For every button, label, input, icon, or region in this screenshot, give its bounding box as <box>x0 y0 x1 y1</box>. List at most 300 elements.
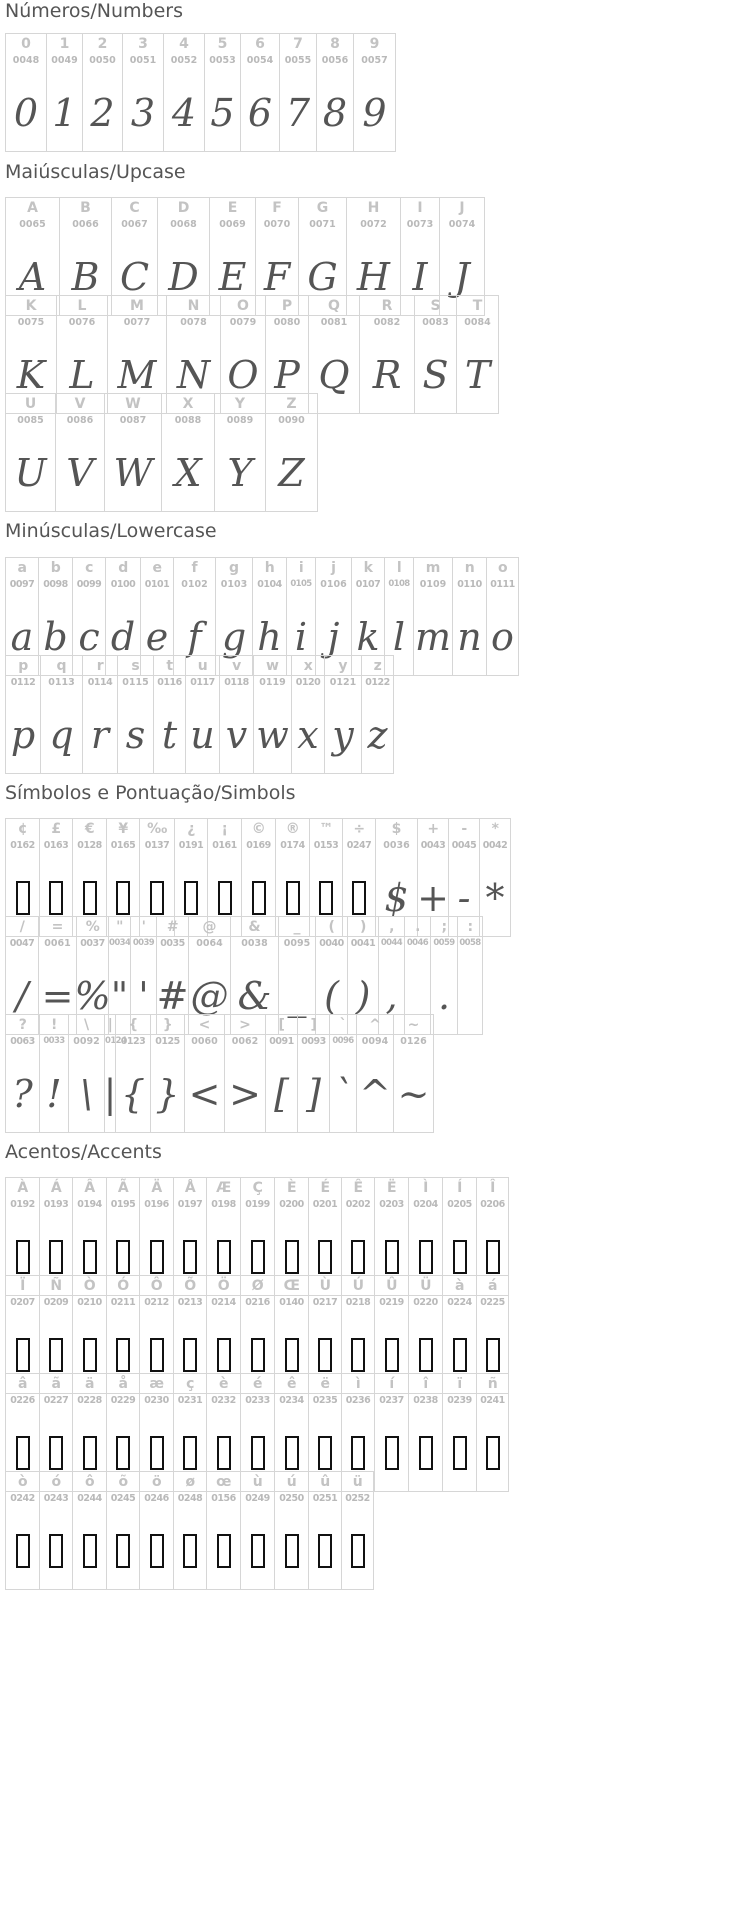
character-code: 0096 <box>332 1036 354 1046</box>
character-label: X <box>182 396 194 412</box>
missing-glyph-icon <box>252 881 266 915</box>
character-label: J <box>459 200 465 216</box>
character-code: 0191 <box>178 840 204 851</box>
character-code: 0229 <box>110 1395 136 1406</box>
missing-glyph-box-icon <box>409 1414 442 1491</box>
glyph-sample: ) <box>355 973 371 1018</box>
glyph-cell-0109 <box>413 557 452 676</box>
character-label: T <box>472 298 483 314</box>
glyph-sample: y <box>332 712 354 757</box>
character-label: ™ <box>319 821 333 837</box>
character-code: 0194 <box>77 1199 102 1210</box>
glyph-sample: k <box>356 614 380 659</box>
character-label: , <box>389 919 394 935</box>
character-label: ( <box>328 919 335 935</box>
missing-glyph-icon <box>49 1240 63 1274</box>
glyph-sample: # <box>156 973 189 1018</box>
character-code: 0108 <box>388 579 410 589</box>
character-label: Í <box>457 1180 462 1196</box>
missing-glyph-icon <box>453 1240 467 1274</box>
character-label: ? <box>18 1017 27 1033</box>
character-code: 0073 <box>406 219 434 230</box>
character-label: ¥ <box>118 821 128 837</box>
character-label: ÷ <box>353 821 365 837</box>
character-code: 0210 <box>77 1297 102 1308</box>
glyph-row <box>5 1014 434 1133</box>
character-code: 0230 <box>144 1395 169 1406</box>
character-code: 0231 <box>177 1395 203 1406</box>
character-code: 0211 <box>110 1297 136 1308</box>
glyph-row <box>5 655 394 774</box>
glyph-sample: w <box>256 712 289 757</box>
missing-glyph-icon <box>16 1338 30 1372</box>
character-code: 0242 <box>10 1493 35 1504</box>
character-code: 0075 <box>17 317 45 328</box>
glyph-sample: - <box>457 875 471 920</box>
character-label: H <box>367 200 380 216</box>
character-label: É <box>320 1180 330 1196</box>
character-code: 0246 <box>144 1493 169 1504</box>
character-code: 0217 <box>312 1297 338 1308</box>
character-label: è <box>219 1376 228 1392</box>
character-label: È <box>286 1180 297 1196</box>
character-code: 0239 <box>447 1395 472 1406</box>
glyph-cell-0126 <box>393 1014 434 1133</box>
missing-glyph-icon <box>351 1534 365 1568</box>
character-code: 0105 <box>290 579 312 589</box>
character-label: @ <box>202 919 217 935</box>
glyph-sample: } <box>155 1071 180 1116</box>
character-code: 0126 <box>400 1036 427 1047</box>
character-label: ^ <box>369 1017 381 1033</box>
character-code: 0193 <box>43 1199 69 1210</box>
glyph-cell-0125 <box>150 1014 184 1133</box>
glyph-cell-0063 <box>5 1014 39 1133</box>
missing-glyph-icon <box>49 1534 63 1568</box>
character-label: ô <box>84 1474 95 1490</box>
character-code: 0114 <box>87 677 113 688</box>
missing-glyph-icon <box>183 1534 197 1568</box>
character-label: ê <box>287 1376 296 1392</box>
glyph-sample: z <box>367 712 388 757</box>
character-code: 0153 <box>313 840 339 851</box>
character-code: 0201 <box>312 1199 338 1210</box>
character-code: 0248 <box>177 1493 203 1504</box>
missing-glyph-box-icon <box>207 1512 240 1589</box>
character-label: Ã <box>117 1180 129 1196</box>
glyph-sample: L <box>69 352 95 397</box>
character-code: 0121 <box>329 677 357 688</box>
character-label: N <box>187 298 200 314</box>
glyph-sample: X <box>174 450 202 495</box>
glyph-cell-0090 <box>265 393 318 512</box>
missing-glyph-icon <box>116 1338 130 1372</box>
character-label: d <box>118 560 128 576</box>
glyph-sample: ' <box>138 973 149 1018</box>
character-label: ` <box>339 1017 347 1033</box>
glyph-cell-0083 <box>414 295 456 414</box>
glyph-sample: 6 <box>247 90 273 135</box>
character-label: w <box>266 658 279 674</box>
missing-glyph-box-icon <box>275 1512 308 1589</box>
missing-glyph-box-icon <box>40 1512 72 1589</box>
glyph-cell-0122 <box>361 655 394 774</box>
character-code: 0102 <box>181 579 208 590</box>
glyph-sample: M <box>117 352 157 397</box>
character-label: 3 <box>138 36 148 52</box>
glyph-cell-0246 <box>139 1471 173 1590</box>
missing-glyph-icon <box>150 881 164 915</box>
character-code: 0128 <box>77 840 102 851</box>
glyph-cell-0243 <box>39 1471 72 1590</box>
character-label: Z <box>286 396 297 412</box>
character-label: ç <box>186 1376 194 1392</box>
glyph-sample: 8 <box>322 90 348 135</box>
glyph-cell-0085 <box>5 393 55 512</box>
character-label: ® <box>285 821 300 837</box>
glyph-cell-0245 <box>106 1471 139 1590</box>
character-code: 0232 <box>211 1395 236 1406</box>
character-label: j <box>331 560 336 576</box>
character-code: 0200 <box>279 1199 304 1210</box>
character-label: Ä <box>151 1180 162 1196</box>
character-label: Œ <box>283 1278 300 1294</box>
character-label: * <box>491 821 499 837</box>
character-label: ü <box>352 1474 363 1490</box>
character-label: < <box>198 1017 211 1033</box>
missing-glyph-icon <box>419 1338 433 1372</box>
character-label: ] <box>310 1017 317 1033</box>
glyph-sample: _ <box>287 973 307 1018</box>
character-label: " <box>116 919 123 935</box>
character-code: 0035 <box>160 938 185 949</box>
glyph-cell-0062 <box>224 1014 265 1133</box>
character-label: å <box>118 1376 128 1392</box>
glyph-cell-0094 <box>356 1014 393 1133</box>
glyph-sample: ~ <box>397 1071 430 1116</box>
character-label: I <box>417 200 423 216</box>
character-label: Ç <box>252 1180 263 1196</box>
glyph-sample: f <box>187 614 202 659</box>
character-code: 0122 <box>365 677 390 688</box>
character-code: 0059 <box>433 938 455 948</box>
character-label: R <box>381 298 393 314</box>
missing-glyph-icon <box>486 1240 500 1274</box>
character-code: 0047 <box>9 938 35 949</box>
character-label: l <box>396 560 402 576</box>
character-code: 0049 <box>51 55 78 66</box>
missing-glyph-icon <box>351 1240 365 1274</box>
character-code: 0080 <box>273 317 301 328</box>
character-label: æ <box>149 1376 164 1392</box>
character-code: 0091 <box>269 1036 294 1047</box>
character-code: 0106 <box>320 579 347 590</box>
character-code: 0054 <box>246 55 274 66</box>
glyph-sample: R <box>372 352 402 397</box>
character-code: 0089 <box>226 415 254 426</box>
glyph-sample: < <box>188 1071 221 1116</box>
character-label: £ <box>51 821 61 837</box>
missing-glyph-icon <box>49 1338 63 1372</box>
missing-glyph-icon <box>385 1338 399 1372</box>
character-code: 0238 <box>413 1395 438 1406</box>
character-code: 0068 <box>170 219 197 230</box>
character-label: ~ <box>407 1017 420 1033</box>
glyph-sample: p <box>10 712 36 757</box>
glyph-cell-0123 <box>115 1014 150 1133</box>
character-label: b <box>50 560 61 576</box>
character-label: Ö <box>217 1278 230 1294</box>
character-label: U <box>24 396 37 412</box>
character-code: 0061 <box>44 938 71 949</box>
glyph-cell-0241 <box>476 1373 509 1492</box>
character-label: e <box>152 560 162 576</box>
glyph-sample: / <box>15 973 29 1018</box>
missing-glyph-icon <box>217 1338 231 1372</box>
glyph-cell-0059 <box>430 916 457 1035</box>
missing-glyph-icon <box>116 1436 130 1470</box>
character-label: Ú <box>352 1278 364 1294</box>
character-code: 0083 <box>422 317 449 328</box>
character-code: 0224 <box>447 1297 472 1308</box>
character-label: õ <box>118 1474 128 1490</box>
glyph-sample: S <box>422 352 449 397</box>
character-label: ù <box>252 1474 263 1490</box>
glyph-sample: H <box>356 254 391 299</box>
glyph-sample: N <box>176 352 211 397</box>
missing-glyph-icon <box>486 1338 500 1372</box>
missing-glyph-icon <box>285 1534 299 1568</box>
character-label: ‰ <box>147 821 167 837</box>
character-label: ñ <box>487 1376 498 1392</box>
character-code: 0048 <box>12 55 40 66</box>
character-label: Ø <box>251 1278 264 1294</box>
character-code: 0037 <box>80 938 105 949</box>
character-code: 0204 <box>413 1199 438 1210</box>
glyph-cell-0119 <box>253 655 291 774</box>
character-label: ! <box>51 1017 57 1033</box>
glyph-sample: r <box>90 712 110 757</box>
section-title-lowercase: Minúsculas/Lowercase <box>5 520 217 542</box>
missing-glyph-icon <box>184 881 198 915</box>
glyph-cell-0055 <box>279 33 316 152</box>
glyph-cell-0048 <box>5 33 46 152</box>
character-label: O <box>237 298 249 314</box>
glyph-cell-0082 <box>359 295 414 414</box>
missing-glyph-icon <box>49 1436 63 1470</box>
missing-glyph-icon <box>150 1436 164 1470</box>
character-code: 0213 <box>177 1297 203 1308</box>
character-label: S <box>430 298 441 314</box>
glyph-sample: 7 <box>285 90 311 135</box>
glyph-sample: K <box>16 352 46 397</box>
character-label: Ï <box>20 1278 25 1294</box>
character-code: 0085 <box>17 415 44 426</box>
character-label: M <box>130 298 144 314</box>
glyph-sample: % <box>74 973 111 1018</box>
missing-glyph-icon <box>150 1240 164 1274</box>
character-label: ¡ <box>221 821 228 837</box>
character-code: 0093 <box>301 1036 326 1047</box>
glyph-cell-0251 <box>308 1471 341 1590</box>
character-label: 9 <box>369 36 380 52</box>
missing-glyph-icon <box>453 1338 467 1372</box>
character-code: 0060 <box>191 1036 218 1047</box>
character-label: v <box>232 658 241 674</box>
missing-glyph-icon <box>486 1436 500 1470</box>
glyph-cell-0252 <box>341 1471 374 1590</box>
character-code: 0220 <box>413 1297 438 1308</box>
character-label: â <box>18 1376 27 1392</box>
character-label: Ü <box>420 1278 431 1294</box>
missing-glyph-icon <box>217 1436 231 1470</box>
glyph-sample: C <box>119 254 150 299</box>
missing-glyph-icon <box>150 1534 164 1568</box>
character-code: 0244 <box>77 1493 102 1504</box>
glyph-sample: E <box>218 254 247 299</box>
glyph-cell-0088 <box>161 393 214 512</box>
character-code: 0161 <box>212 840 237 851</box>
character-label: ò <box>17 1474 28 1490</box>
glyph-sample: ^ <box>359 1071 391 1116</box>
character-code: 0226 <box>10 1395 35 1406</box>
glyph-sample: + <box>417 875 449 920</box>
glyph-sample: B <box>71 254 100 299</box>
character-code: 0041 <box>350 938 376 949</box>
missing-glyph-icon <box>385 1436 399 1470</box>
glyph-cell-0118 <box>219 655 253 774</box>
character-code: 0062 <box>231 1036 259 1047</box>
character-code: 0104 <box>257 579 282 590</box>
character-code: 0110 <box>457 579 482 590</box>
character-label: à <box>455 1278 464 1294</box>
glyph-sample: & <box>237 973 272 1018</box>
glyph-cell-0238 <box>408 1373 442 1492</box>
character-label: Ò <box>83 1278 96 1294</box>
glyph-sample: 4 <box>171 90 197 135</box>
character-code: 0249 <box>245 1493 270 1504</box>
glyph-cell-0124 <box>103 1014 127 1133</box>
character-label: ó <box>51 1474 61 1490</box>
character-label: Á <box>50 1180 62 1196</box>
glyph-cell-0096 <box>329 1014 356 1133</box>
character-code: 0076 <box>68 317 96 328</box>
character-label: i <box>298 560 304 576</box>
glyph-cell-0237 <box>374 1373 408 1492</box>
glyph-sample: { <box>120 1071 146 1116</box>
character-label: c <box>85 560 93 576</box>
missing-glyph-icon <box>83 881 97 915</box>
glyph-row <box>5 1471 374 1590</box>
character-label: ö <box>151 1474 162 1490</box>
character-label: ì <box>355 1376 361 1392</box>
character-label: Ê <box>353 1180 363 1196</box>
missing-glyph-icon <box>319 881 333 915</box>
missing-glyph-box-icon <box>309 1512 341 1589</box>
character-code: 0140 <box>279 1297 304 1308</box>
glyph-row <box>5 33 396 152</box>
glyph-sample: P <box>274 352 300 397</box>
character-code: 0039 <box>132 938 155 948</box>
character-code: 0115 <box>122 677 149 688</box>
glyph-sample: ` <box>333 1071 353 1116</box>
character-code: 0044 <box>380 938 403 948</box>
glyph-cell-0049 <box>46 33 82 152</box>
character-code: 0038 <box>241 938 268 949</box>
character-label: ' <box>141 919 146 935</box>
character-label: Ô <box>150 1278 163 1294</box>
character-label: û <box>320 1474 330 1490</box>
character-code: 0235 <box>312 1395 338 1406</box>
character-code: 0125 <box>155 1036 180 1047</box>
glyph-sample: Q <box>318 352 350 397</box>
missing-glyph-icon <box>16 1436 30 1470</box>
glyph-cell-0120 <box>291 655 324 774</box>
character-label: o <box>497 560 508 576</box>
character-label: ¢ <box>17 821 28 837</box>
character-code: 0050 <box>89 55 116 66</box>
missing-glyph-icon <box>453 1436 467 1470</box>
character-code: 0123 <box>120 1036 146 1047</box>
character-label: & <box>248 919 261 935</box>
character-code: 0070 <box>263 219 291 230</box>
character-code: 0233 <box>245 1395 270 1406</box>
glyph-cell-0116 <box>153 655 185 774</box>
character-code: 0099 <box>76 579 102 590</box>
missing-glyph-icon <box>251 1436 265 1470</box>
character-label: _ <box>293 919 301 935</box>
character-code: 0098 <box>43 579 68 590</box>
missing-glyph-icon <box>83 1534 97 1568</box>
character-label: [ <box>278 1017 285 1033</box>
character-code: 0097 <box>9 579 35 590</box>
missing-glyph-icon <box>318 1534 332 1568</box>
character-code: 0197 <box>177 1199 203 1210</box>
character-code: 0250 <box>279 1493 304 1504</box>
character-label: é <box>253 1376 262 1392</box>
glyph-sample: h <box>257 614 282 659</box>
character-label: P <box>281 298 293 314</box>
glyph-sample: = <box>41 973 74 1018</box>
character-label: ) <box>360 919 366 935</box>
character-label: V <box>74 396 86 412</box>
glyph-sample: V <box>66 450 94 495</box>
character-label: Ì <box>423 1180 428 1196</box>
glyph-sample: ( <box>324 973 339 1018</box>
character-label: Å <box>184 1180 196 1196</box>
glyph-cell-0089 <box>214 393 265 512</box>
character-label: $ <box>391 821 402 837</box>
character-code: 0033 <box>43 1036 65 1046</box>
character-code: 0192 <box>10 1199 35 1210</box>
character-code: 0118 <box>224 677 249 688</box>
character-code: 0086 <box>66 415 94 426</box>
missing-glyph-box-icon <box>477 1414 508 1491</box>
glyph-cell-0114 <box>82 655 117 774</box>
glyph-cell-0060 <box>184 1014 224 1133</box>
glyph-sample: J <box>454 254 470 299</box>
character-code: 0077 <box>123 317 151 328</box>
character-label: - <box>461 821 467 837</box>
glyph-sample: i <box>294 614 308 659</box>
character-label: î <box>423 1376 428 1392</box>
missing-glyph-icon <box>83 1436 97 1470</box>
glyph-sample: A <box>18 254 47 299</box>
missing-glyph-box-icon <box>107 1512 139 1589</box>
missing-glyph-icon <box>285 1338 299 1372</box>
character-label: y <box>338 658 348 674</box>
character-code: 0092 <box>73 1036 100 1047</box>
